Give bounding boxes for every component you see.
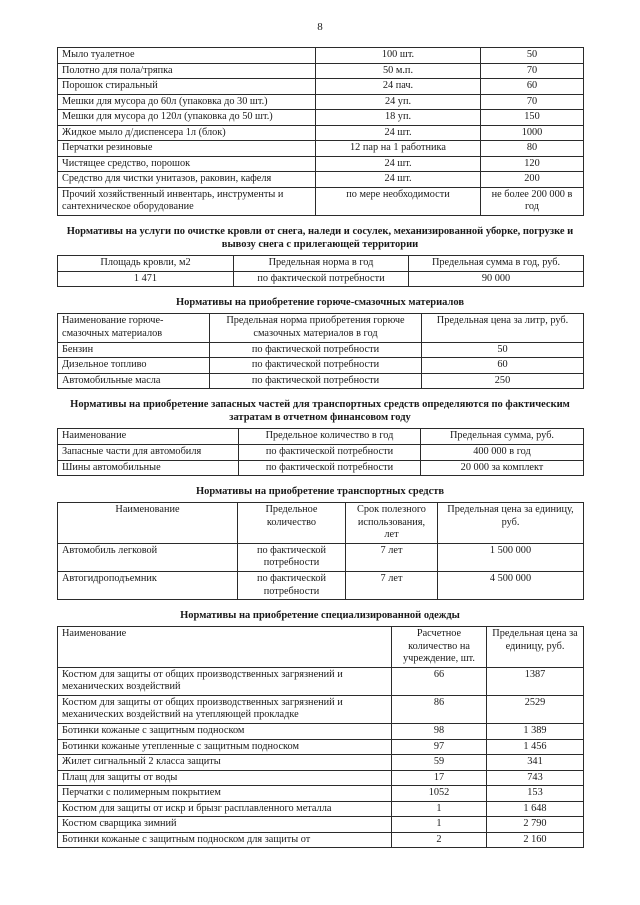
clothing-name: Ботинки кожаные с защитным подноском xyxy=(58,724,392,740)
clothing-price: 2 160 xyxy=(487,832,584,848)
table-row xyxy=(58,141,584,157)
item-name: Порошок стиральный xyxy=(58,79,316,95)
vehicles-section-title: Нормативы на приобретение транспортных средств xyxy=(195,486,445,498)
part-qty: по фактической потребности xyxy=(239,460,421,476)
clothing-price: 1 389 xyxy=(487,724,584,740)
specialized-clothing-table xyxy=(57,626,584,848)
table-row xyxy=(58,342,584,358)
vehicles-table xyxy=(57,502,584,600)
spare-parts-table xyxy=(57,428,584,476)
clothing-price: 2529 xyxy=(487,695,584,723)
snow-section-title: Нормативы на услуги по очистке кровли от снега, наледи и сосулек, механизированной уборке, погрузке и вывозу снега с прилегающей территории xyxy=(66,226,574,251)
clothing-qty: 98 xyxy=(392,724,487,740)
vehicle-price: 4 500 000 xyxy=(438,571,584,599)
item-price: не более 200 000 в год xyxy=(481,187,584,215)
table-row xyxy=(58,755,584,771)
item-name: Мешки для мусора до 60л (упаковка до 30 шт.) xyxy=(58,94,316,110)
clothing-qty: 1 xyxy=(392,817,487,833)
household-table-body xyxy=(58,48,584,216)
item-name: Прочий хозяйственный инвентарь, инструменты и сантехническое оборудование xyxy=(58,187,316,215)
table-row xyxy=(58,48,584,64)
roof-area: 1 471 xyxy=(58,271,234,287)
item-price: 120 xyxy=(481,156,584,172)
table-row xyxy=(58,187,584,215)
clothing-price: 341 xyxy=(487,755,584,771)
table-row xyxy=(58,445,584,461)
clothing-name: Перчатки с полимерным покрытием xyxy=(58,786,392,802)
part-sum: 20 000 за комплект xyxy=(421,460,584,476)
column-header: Срок полезного использования, лет xyxy=(346,503,438,544)
fuel-price: 60 xyxy=(422,358,584,374)
vehicles-table-body xyxy=(58,503,584,600)
column-header: Предельная норма приобретения горюче смазочных материалов в год xyxy=(210,314,422,342)
table-header-row xyxy=(58,627,584,668)
item-name: Мыло туалетное xyxy=(58,48,316,64)
clothing-name: Костюм для защиты от общих производственных загрязнений и механических воздействий на утепляющей прокладке xyxy=(58,695,392,723)
table-row xyxy=(58,667,584,695)
clothing-price: 743 xyxy=(487,770,584,786)
column-header: Предельная норма в год xyxy=(234,256,409,272)
fuel-norm: по фактической потребности xyxy=(210,373,422,389)
table-header-row xyxy=(58,429,584,445)
table-row xyxy=(58,156,584,172)
column-header: Расчетное количество на учреждение, шт. xyxy=(392,627,487,668)
vehicle-price: 1 500 000 xyxy=(438,543,584,571)
item-name: Жидкое мыло д/диспенсера 1л (блок) xyxy=(58,125,316,141)
clothing-price: 2 790 xyxy=(487,817,584,833)
table-row xyxy=(58,125,584,141)
item-norm: 18 уп. xyxy=(316,110,481,126)
column-header: Наименование xyxy=(58,429,239,445)
table-row xyxy=(58,801,584,817)
item-norm: по мере необходимости xyxy=(316,187,481,215)
clothing-name: Жилет сигнальный 2 класса защиты xyxy=(58,755,392,771)
clothing-name: Ботинки кожаные утепленные с защитным подноском xyxy=(58,739,392,755)
clothing-name: Костюм сварщика зимний xyxy=(58,817,392,833)
fuel-table-body xyxy=(58,314,584,389)
annual-norm: по фактической потребности xyxy=(234,271,409,287)
fuel-name: Дизельное топливо xyxy=(58,358,210,374)
fuel-lubricants-table xyxy=(57,313,584,389)
clothing-name: Костюм для защиты от общих производственных загрязнений и механических воздействий xyxy=(58,667,392,695)
clothing-qty: 1052 xyxy=(392,786,487,802)
clothing-qty: 97 xyxy=(392,739,487,755)
column-header: Предельная сумма в год, руб. xyxy=(409,256,584,272)
part-qty: по фактической потребности xyxy=(239,445,421,461)
table-header-row xyxy=(58,256,584,272)
fuel-price: 250 xyxy=(422,373,584,389)
table-row xyxy=(58,786,584,802)
clothing-price: 1 648 xyxy=(487,801,584,817)
fuel-norm: по фактической потребности xyxy=(210,342,422,358)
clothing-price: 153 xyxy=(487,786,584,802)
item-norm: 50 м.п. xyxy=(316,63,481,79)
column-header: Предельное количество xyxy=(238,503,346,544)
table-row xyxy=(58,543,584,571)
vehicle-qty: по фактической потребности xyxy=(238,571,346,599)
spare-parts-section-title: Нормативы на приобретение запасных частей для транспортных средств определяются по фактическим затратам в отчетном финансовом году xyxy=(70,399,570,424)
snow-services-table xyxy=(57,255,584,287)
item-price: 50 xyxy=(481,48,584,64)
column-header: Предельная сумма, руб. xyxy=(421,429,584,445)
clothing-qty: 59 xyxy=(392,755,487,771)
item-norm: 24 шт. xyxy=(316,125,481,141)
clothing-name: Костюм для защиты от искр и брызг расплавленного металла xyxy=(58,801,392,817)
clothing-table-body xyxy=(58,627,584,848)
table-row xyxy=(58,172,584,188)
page-number: 8 xyxy=(317,21,323,33)
table-row xyxy=(58,724,584,740)
clothing-price: 1387 xyxy=(487,667,584,695)
clothing-name: Ботинки кожаные с защитным подноском для защиты от xyxy=(58,832,392,848)
item-price: 60 xyxy=(481,79,584,95)
table-row xyxy=(58,110,584,126)
item-price: 70 xyxy=(481,94,584,110)
item-norm: 24 пач. xyxy=(316,79,481,95)
vehicle-qty: по фактической потребности xyxy=(238,543,346,571)
table-row xyxy=(58,63,584,79)
clothing-qty: 17 xyxy=(392,770,487,786)
column-header: Наименование горюче-смазочных материалов xyxy=(58,314,210,342)
item-price: 70 xyxy=(481,63,584,79)
annual-sum: 90 000 xyxy=(409,271,584,287)
table-row xyxy=(58,94,584,110)
vehicle-name: Автогидроподъемник xyxy=(58,571,238,599)
item-name: Мешки для мусора до 120л (упаковка до 50 шт.) xyxy=(58,110,316,126)
table-row xyxy=(58,817,584,833)
item-name: Перчатки резиновые xyxy=(58,141,316,157)
clothing-qty: 66 xyxy=(392,667,487,695)
column-header: Предельная цена за литр, руб. xyxy=(422,314,584,342)
fuel-name: Бензин xyxy=(58,342,210,358)
item-norm: 24 шт. xyxy=(316,156,481,172)
column-header: Наименование xyxy=(58,627,392,668)
fuel-price: 50 xyxy=(422,342,584,358)
item-price: 1000 xyxy=(481,125,584,141)
item-price: 80 xyxy=(481,141,584,157)
clothing-qty: 2 xyxy=(392,832,487,848)
item-price: 150 xyxy=(481,110,584,126)
column-header: Площадь кровли, м2 xyxy=(58,256,234,272)
part-name: Шины автомобильные xyxy=(58,460,239,476)
clothing-price: 1 456 xyxy=(487,739,584,755)
table-header-row xyxy=(58,503,584,544)
snow-table-body xyxy=(58,256,584,287)
column-header: Предельная цена за единицу, руб. xyxy=(438,503,584,544)
item-name: Средство для чистки унитазов, раковин, кафеля xyxy=(58,172,316,188)
table-row xyxy=(58,695,584,723)
column-header: Наименование xyxy=(58,503,238,544)
part-sum: 400 000 в год xyxy=(421,445,584,461)
table-row xyxy=(58,271,584,287)
table-header-row xyxy=(58,314,584,342)
household-supplies-table xyxy=(57,47,584,216)
item-name: Полотно для пола/тряпка xyxy=(58,63,316,79)
fuel-section-title: Нормативы на приобретение горюче-смазочных материалов xyxy=(175,297,465,309)
table-row xyxy=(58,571,584,599)
clothing-qty: 86 xyxy=(392,695,487,723)
clothing-section-title: Нормативы на приобретение специализированной одежды xyxy=(180,610,460,622)
part-name: Запасные части для автомобиля xyxy=(58,445,239,461)
column-header: Предельное количество в год xyxy=(239,429,421,445)
vehicle-life: 7 лет xyxy=(346,543,438,571)
item-price: 200 xyxy=(481,172,584,188)
table-row xyxy=(58,79,584,95)
vehicle-name: Автомобиль легковой xyxy=(58,543,238,571)
item-norm: 12 пар на 1 работника xyxy=(316,141,481,157)
item-norm: 100 шт. xyxy=(316,48,481,64)
table-row xyxy=(58,770,584,786)
column-header: Предельная цена за единицу, руб. xyxy=(487,627,584,668)
item-name: Чистящее средство, порошок xyxy=(58,156,316,172)
table-row xyxy=(58,739,584,755)
clothing-qty: 1 xyxy=(392,801,487,817)
item-norm: 24 шт. xyxy=(316,172,481,188)
spare-parts-table-body xyxy=(58,429,584,476)
fuel-name: Автомобильные масла xyxy=(58,373,210,389)
table-row xyxy=(58,832,584,848)
vehicle-life: 7 лет xyxy=(346,571,438,599)
table-row xyxy=(58,358,584,374)
table-row xyxy=(58,460,584,476)
table-row xyxy=(58,373,584,389)
fuel-norm: по фактической потребности xyxy=(210,358,422,374)
clothing-name: Плащ для защиты от воды xyxy=(58,770,392,786)
item-norm: 24 уп. xyxy=(316,94,481,110)
